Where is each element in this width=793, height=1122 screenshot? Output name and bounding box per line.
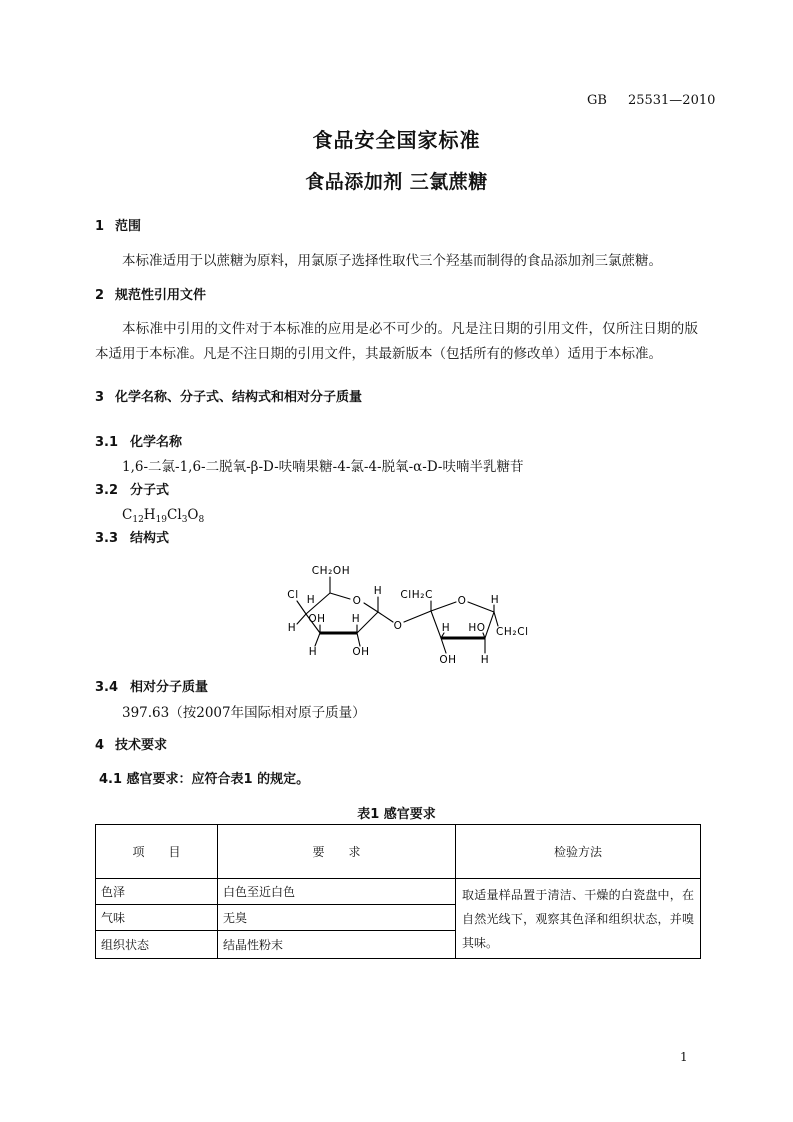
document-title: 食品安全国家标准: [312, 128, 481, 152]
section-1-heading: [95, 217, 141, 237]
header-requirement: 要 求: [218, 825, 456, 879]
chemical-name: 1,6-二氯-1,6-二脱氧-β-D-呋喃果糖-4-氯-4-脱氧-α-D-呋喃半乳糖苷: [122, 459, 524, 475]
section-1-number: 1: [95, 219, 105, 234]
atom-label-h: H: [308, 646, 318, 658]
section-3-4-number: 3.4: [95, 680, 119, 695]
structural-formula: [280, 556, 540, 670]
bond-line: [431, 602, 456, 611]
bond-line: [378, 612, 393, 622]
formula-count-o: 8: [198, 515, 205, 525]
section-3-1-heading: [95, 433, 182, 453]
section-1-text: 本标准适用于以蔗糖为原料，用氯原子选择性取代三个羟基而制得的食品添加剂三氯蔗糖。: [122, 253, 662, 269]
section-3-2-title: 分子式: [130, 483, 170, 498]
atom-label-h: H: [373, 585, 383, 597]
section-3-4-heading: [95, 678, 208, 698]
row-item: 色泽: [96, 879, 218, 905]
section-3-4-title: 相对分子质量: [130, 680, 209, 695]
bond-line: [431, 611, 441, 638]
furanose-ring: [400, 589, 528, 666]
molecular-formula: [122, 505, 204, 525]
standard-number-value: 25531—2010: [627, 93, 716, 108]
formula-count-h: 19: [155, 515, 168, 525]
section-4-number: 4: [95, 738, 105, 753]
header-method: 检验方法: [456, 825, 701, 879]
section-4-title: 技术要求: [115, 738, 168, 753]
atom-label-h: H: [441, 622, 451, 634]
table-row: [96, 879, 701, 905]
molecular-mass: 397.63（按2007年国际相对原子质量）: [122, 705, 366, 721]
atom-label-h: H: [490, 594, 500, 606]
section-1-title: 范围: [115, 219, 142, 234]
section-3-number: 3: [95, 390, 105, 405]
section-3-2-number: 3.2: [95, 483, 119, 498]
atom-label-h: H: [351, 613, 361, 625]
row-requirement: 白色至近白色: [218, 879, 456, 905]
section-3-3-title: 结构式: [130, 531, 170, 546]
section-3-title: 化学名称、分子式、结构式和相对分子质量: [115, 390, 363, 405]
row-requirement: 无臭: [218, 905, 456, 931]
section-3-heading: [95, 388, 362, 408]
bond-line: [485, 612, 494, 638]
table-header-row: [96, 825, 701, 879]
atom-label-ch2oh: CH₂OH: [311, 565, 351, 577]
section-4-1-text: 4.1 感官要求：应符合表1 的规定。: [99, 772, 310, 787]
page-number: 1: [680, 1050, 688, 1064]
atom-label-oh: OH: [439, 654, 457, 666]
formula-element-c: C: [122, 507, 133, 523]
glycosidic-link: [378, 611, 431, 632]
sensory-requirements-table: [95, 824, 701, 959]
section-3-1-number: 3.1: [95, 435, 119, 450]
standard-number: [587, 92, 715, 110]
section-4-heading: [95, 736, 167, 756]
bond-line: [494, 612, 498, 626]
formula-element-h: H: [143, 507, 156, 523]
atom-label-ring-oxygen: O: [352, 595, 362, 607]
atom-label-cl: Cl: [287, 589, 299, 601]
atom-label-oh: OH: [352, 646, 370, 658]
bond-line: [404, 611, 431, 622]
inspection-method: 取适量样品置于清洁、干燥的白瓷盘中，在自然光线下，观察其色泽和组织状态，并嗅其味。: [456, 879, 701, 959]
formula-element-cl: Cl: [167, 507, 182, 523]
bond-line: [297, 614, 306, 624]
standard-code: GB: [587, 93, 607, 108]
row-item: 气味: [96, 905, 218, 931]
atom-label-h: H: [480, 654, 490, 666]
atom-label-h: H: [287, 622, 297, 634]
table-caption: 表1 感官要求: [357, 807, 436, 822]
section-2-heading: [95, 286, 206, 306]
section-2-title: 规范性引用文件: [115, 288, 207, 303]
section-3-1-title: 化学名称: [130, 435, 183, 450]
atom-label-h: H: [306, 594, 316, 606]
row-requirement: 结晶性粉末: [218, 931, 456, 959]
atom-label-clh2c: ClH₂C: [400, 589, 433, 601]
bond-line: [330, 593, 350, 599]
section-2-text: 本标准中引用的文件对于本标准的应用是必不可少的。凡是注日期的引用文件，仅所注日期的版本适用于本标准。凡是不注日期的引用文件，其最新版本（包括所有的修改单）适用于本标准。: [95, 321, 698, 362]
section-3-3-heading: [95, 529, 169, 549]
atom-label-glycosidic-oxygen: O: [393, 620, 403, 632]
formula-element-o: O: [187, 507, 199, 523]
atom-label-ch2cl: CH₂Cl: [496, 626, 529, 638]
formula-count-cl: 3: [181, 515, 188, 525]
atom-label-ho: HO: [468, 622, 486, 634]
bond-line: [364, 603, 378, 612]
bond-line: [357, 633, 360, 646]
atom-label-oh: OH: [308, 613, 326, 625]
header-item: 项 目: [96, 825, 218, 879]
formula-count-c: 12: [132, 515, 144, 525]
bond-line: [441, 638, 446, 653]
atom-label-ring-oxygen: O: [457, 595, 467, 607]
section-2-number: 2: [95, 288, 105, 303]
bond-line: [297, 601, 306, 614]
pyranose-ring: [287, 565, 382, 658]
row-item: 组织状态: [96, 931, 218, 959]
bond-line: [315, 633, 320, 646]
section-3-2-heading: [95, 481, 169, 501]
section-3-3-number: 3.3: [95, 531, 119, 546]
document-subtitle: 食品添加剂 三氯蔗糖: [305, 171, 488, 193]
